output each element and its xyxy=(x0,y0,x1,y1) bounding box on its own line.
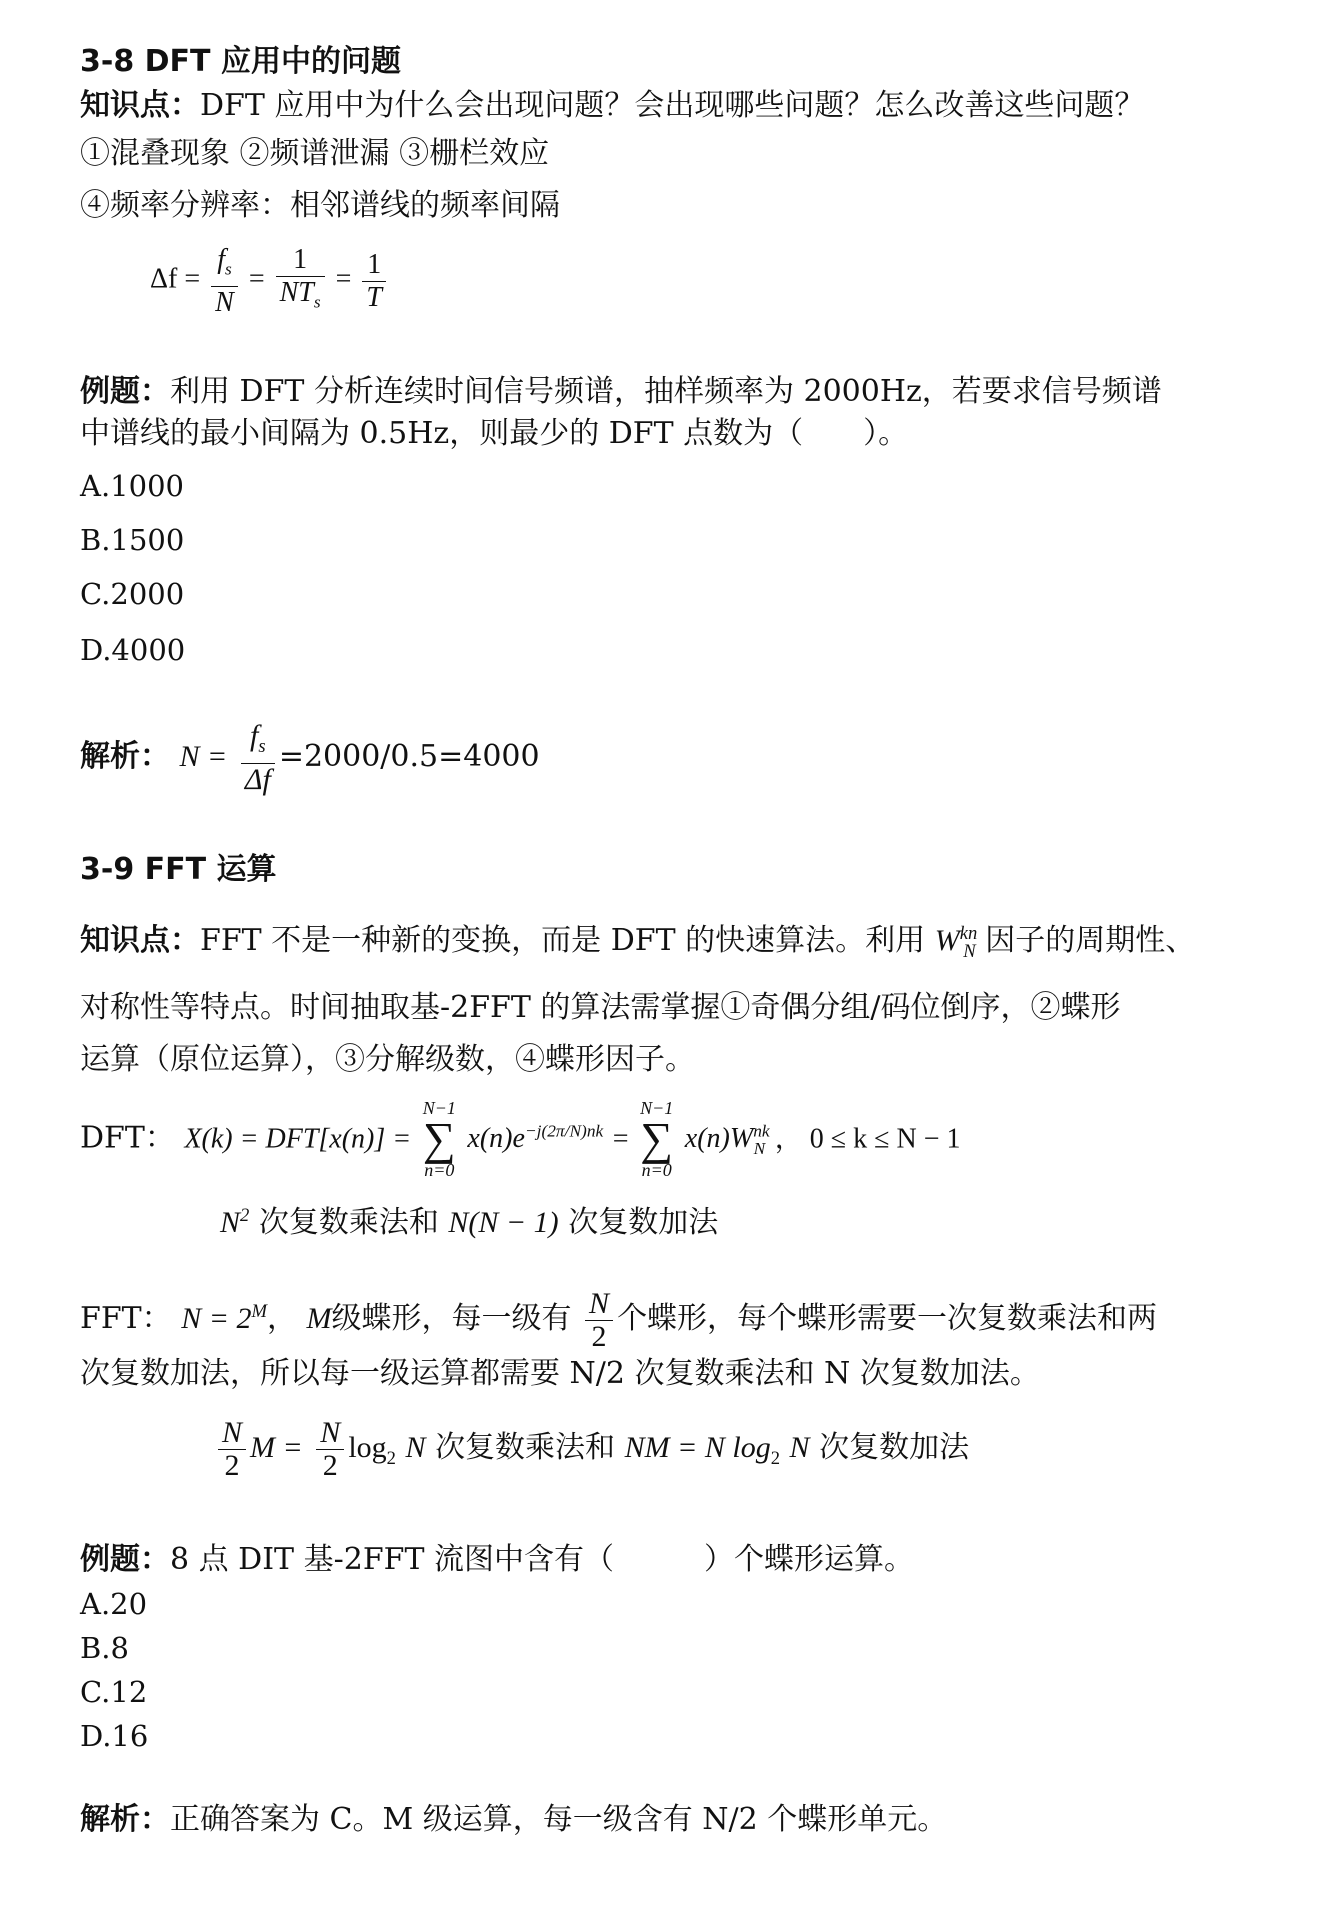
example-label: 例题： xyxy=(80,1542,170,1577)
fraction-N-over-2: $\frac{N}{2}$ xyxy=(585,1288,613,1353)
knowledge-label: 知识点： xyxy=(80,923,200,958)
summation-1: N−1 ∑ n=0 xyxy=(422,1098,456,1181)
dft-cost: $N^2$ 次复数乘法和 N(N − 1) 次复数加法 xyxy=(220,1205,719,1240)
fraction-fs-over-N: $\frac{f_s}{N}$ xyxy=(211,244,238,319)
issue-list-line-2: ④频率分辨率：相邻谱线的频率间隔 xyxy=(80,188,560,223)
option-c: C.12 xyxy=(80,1675,148,1709)
fft-cost: $\frac{N}{2}$ M = $\frac{N}{2}$ $\log_2 N$ 次复数乘法和 NM = N $\log_2 N$ 次复数加法 xyxy=(214,1408,969,1499)
example-label: 例题： xyxy=(80,374,170,409)
option-b: B.8 xyxy=(80,1631,129,1665)
section-title-3-8: 3-8 DFT 应用中的问题 xyxy=(80,44,401,79)
knowledge-point-3-9-line-3: 运算（原位运算），③分解级数，④蝶形因子。 xyxy=(80,1042,695,1077)
solution-label: 解析： xyxy=(80,739,170,774)
fraction-fs-over-df: $\frac{f_s}{\Delta f}$ xyxy=(241,720,275,796)
formula-lhs: Δf = xyxy=(150,263,201,295)
option-d: D.4000 xyxy=(80,633,186,667)
option-a: A.1000 xyxy=(80,469,184,503)
example-text: 利用 DFT 分析连续时间信号频谱，抽样频率为 2000Hz，若要求信号频谱 xyxy=(170,374,1162,409)
section-title-3-9: 3-9 FFT 运算 xyxy=(80,852,277,887)
twiddle-factor: $W^{kn}_N$ xyxy=(934,923,978,962)
example-3-9: 例题：8 点 DIT 基-2FFT 流图中含有（ ）个蝶形运算。 xyxy=(80,1542,915,1577)
knowledge-text: DFT 应用中为什么会出现问题？会出现哪些问题？怎么改善这些问题？ xyxy=(200,88,1145,123)
dft-formula: DFT： X(k) = DFT[x(n)] = N−1 ∑ n=0 $x(n)e^{-j(2\pi/N)nk}$ = N−1 ∑ n=0 $x(n)W^{nk}_N$ ， 0 ≤ k ≤ N − 1 xyxy=(80,1098,961,1181)
option-d: D.16 xyxy=(80,1719,149,1753)
example-3-8-line-1 xyxy=(80,372,1162,412)
solution-3-9: 解析：正确答案为 C。M 级运算，每一级含有 N/2 个蝶形单元。 xyxy=(80,1802,948,1837)
solution-3-8: 解析： N = $\frac{f_s}{\Delta f}$ =2000/0.5=4000 xyxy=(80,719,540,796)
solution-label: 解析： xyxy=(80,1802,170,1837)
knowledge-label: 知识点： xyxy=(80,88,200,123)
issue-list-line-1: ①混叠现象 ②频谱泄漏 ③栅栏效应 xyxy=(80,136,550,171)
knowledge-point-3-9-line-1: 知识点：FFT 不是一种新的变换，而是 DFT 的快速算法。利用 $W^{kn}_N$ 因子的周期性、 xyxy=(80,923,1196,962)
knowledge-point-3-8 xyxy=(80,86,1144,126)
fft-line-1: FFT： $N = 2^M$， M级蝶形，每一级有 $\frac{N}{2}$ 个蝶形，每个蝶形需要一次复数乘法和两 xyxy=(80,1286,1158,1353)
fraction-1-over-NTs: $\frac{1}{NT_s}$ xyxy=(276,244,325,319)
option-a: A.20 xyxy=(80,1587,148,1621)
example-3-8-line-2: 中谱线的最小间隔为 0.5Hz，则最少的 DFT 点数为（ ）。 xyxy=(80,416,909,451)
option-c: C.2000 xyxy=(80,577,185,611)
fft-line-2: 次复数加法，所以每一级运算都需要 N/2 次复数乘法和 N 次复数加法。 xyxy=(80,1356,1040,1391)
resolution-formula: Δf = $\frac{f_s}{N}$ = $\frac{1}{NT_s}$ = $\frac{1}{T}$ xyxy=(150,244,390,319)
fft-label: FFT： xyxy=(80,1301,172,1336)
option-b: B.1500 xyxy=(80,523,185,557)
fraction-1-over-T: $\frac{1}{T}$ xyxy=(362,249,386,314)
knowledge-point-3-9-line-2: 对称性等特点。时间抽取基-2FFT 的算法需掌握①奇偶分组/码位倒序，②蝶形 xyxy=(80,990,1121,1025)
summation-2: N−1 ∑ n=0 xyxy=(640,1098,674,1181)
dft-label: DFT： xyxy=(80,1120,175,1156)
